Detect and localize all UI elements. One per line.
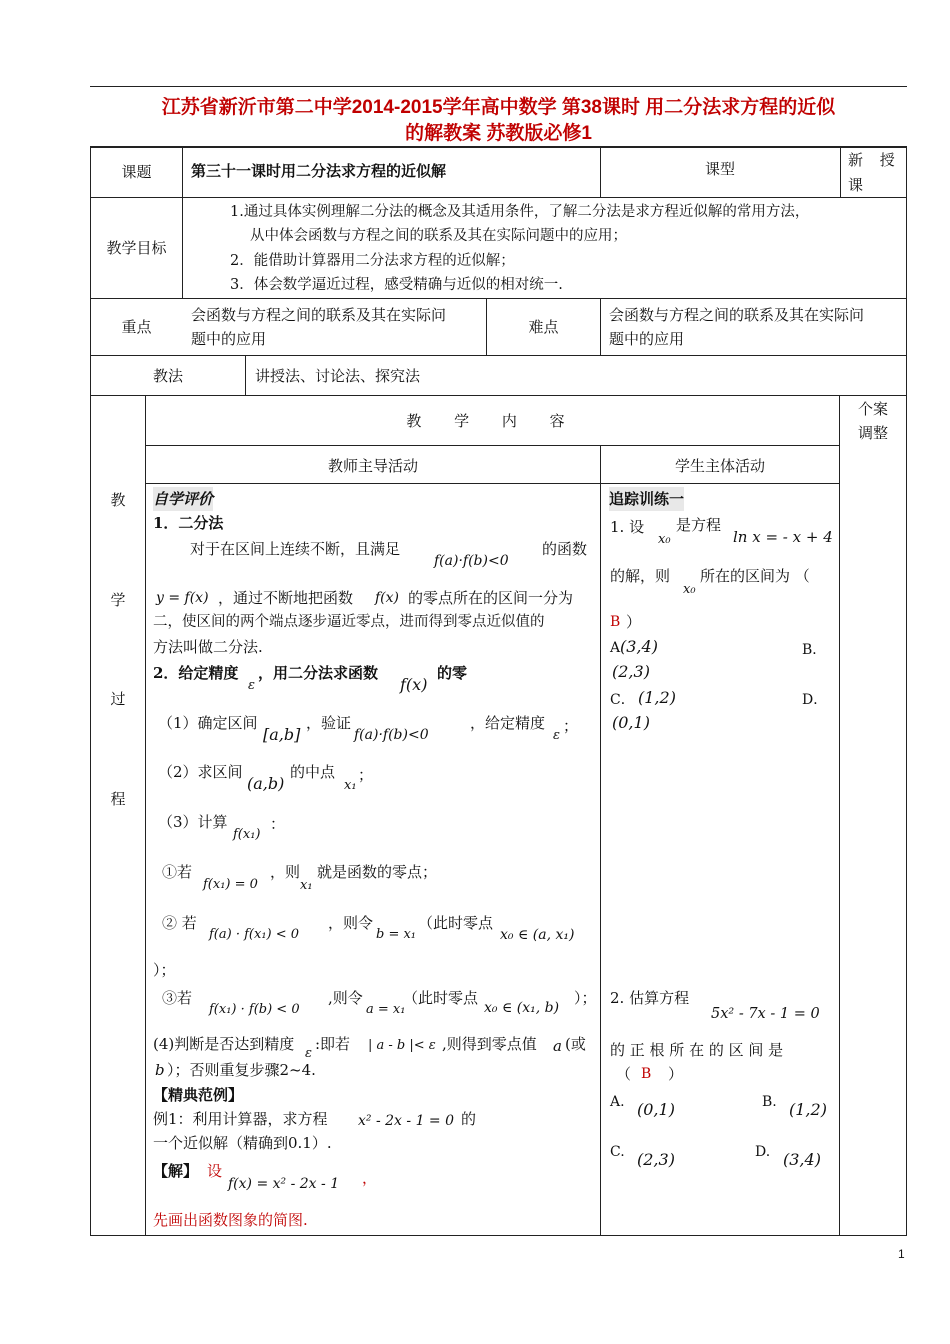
difficulty-value-2: 题中的应用 <box>609 330 685 348</box>
solution-math: f(x) = x² - 2x - 1 <box>228 1176 340 1192</box>
case1-x1: x₁ <box>300 878 313 893</box>
step2-text-a: （2）求区间 <box>158 763 243 781</box>
case2-text-c: （此时零点 <box>418 914 494 932</box>
q1-option-a-value: (3,4) <box>620 637 658 656</box>
q2-option-a-value: (0,1) <box>637 1100 675 1119</box>
page-number: 1 <box>898 1247 905 1261</box>
p2-text-b: 的零点所在的区间一分为 <box>408 589 574 607</box>
goal-item-1: 1.通过具体实例理解二分法的概念及其适用条件，了解二分法是求方程近似解的常用方法， <box>230 204 810 220</box>
q1-option-d: D． <box>802 692 828 708</box>
p1-text-b: 的函数 <box>542 540 588 558</box>
self-eval-heading: 自学评价 <box>153 487 213 511</box>
page-title-line2: 的解教案 苏教版必修1 <box>405 123 592 144</box>
goal-item-1-cont: 从中体会函数与方程之间的联系及其在实际问题中的应用； <box>250 228 627 244</box>
q2-text-c: （ <box>616 1065 632 1083</box>
step1-text-d: ； <box>563 717 579 735</box>
q2-math: 5x² - 7x - 1 = 0 <box>711 1006 820 1022</box>
process-char-3: 过 <box>110 690 126 708</box>
step2-text-b: 的中点 <box>290 763 336 781</box>
step1-text-c: ，给定精度 <box>470 714 546 732</box>
s2-text-b: ，用二分法求函数 <box>258 664 379 682</box>
q2-option-d: D. <box>755 1144 771 1160</box>
case2-text-b: ，则令 <box>328 914 374 932</box>
method-value: 讲授法、讨论法、探究法 <box>255 367 421 385</box>
q1-option-b: B． <box>802 642 827 658</box>
case1-text-b: ，则 <box>270 863 301 881</box>
step4-math: | a - b |< ε <box>368 1038 436 1053</box>
difficulty-value-1: 会函数与方程之间的联系及其在实际问 <box>609 306 865 324</box>
p1-text-a: 对于在区间上连续不断，且满足 <box>190 540 401 558</box>
goal-item-3: 3．体会数学逼近过程，感受精确与近似的相对统一. <box>230 277 563 293</box>
step2-x1: x₁ <box>344 778 357 793</box>
case1-text-c: 就是函数的零点； <box>317 863 438 881</box>
type-label: 课型 <box>704 160 735 178</box>
step1-text-a: （1）确定区间 <box>158 714 258 732</box>
step1-interval: [a,b] <box>263 725 301 744</box>
step3-text-b: ： <box>270 815 286 833</box>
step4-text-d: (或 <box>565 1035 586 1053</box>
topic-label: 课题 <box>121 163 152 181</box>
case3-math: f(x₁) · f(b) < 0 <box>209 1002 300 1017</box>
q2-option-b: B. <box>762 1094 777 1110</box>
q1-option-b-value: (2,3) <box>612 662 650 681</box>
case3-math3: x₀ ∈ (x₁, b) <box>484 1000 560 1016</box>
step1-math: f(a)·f(b)<0 <box>354 727 429 743</box>
s2-fx: f(x) <box>400 675 428 694</box>
adjust-header-1: 个案 <box>857 400 888 418</box>
p2-text-a: ，通过不断地把函数 <box>218 589 354 607</box>
goal-item-2: 2．能借助计算器用二分法求方程的近似解； <box>230 253 515 269</box>
case2-text-a: ② 若 <box>162 914 197 932</box>
step2-text-c: ； <box>358 766 374 784</box>
process-char-2: 学 <box>110 591 126 609</box>
step4-a: a <box>553 1037 562 1055</box>
s2-eps: ε <box>248 678 255 693</box>
case3-text-d: ）； <box>574 989 597 1007</box>
q1-text-b: 是方程 <box>676 516 722 534</box>
q2-text-a: 2. 估算方程 <box>610 989 690 1007</box>
step4-b: b <box>155 1061 165 1079</box>
process-char-4: 程 <box>110 790 126 808</box>
adjust-header-2: 调整 <box>857 424 888 442</box>
type-value: 新 授 课 <box>848 151 901 194</box>
q2-text-b: 的 正 根 所 在 的 区 间 是 <box>610 1041 784 1059</box>
solution-text-b: ， <box>362 1169 378 1187</box>
q2-option-a: A. <box>610 1094 625 1110</box>
keypoint-label: 重点 <box>121 318 152 336</box>
case1-text-a: ①若 <box>162 863 193 881</box>
q2-option-d-value: (3,4) <box>783 1150 821 1169</box>
example1-math: x² - 2x - 1 = 0 <box>358 1113 455 1129</box>
step4-text-c: ,则得到零点值 <box>442 1035 537 1053</box>
goals-label: 教学目标 <box>106 239 167 257</box>
case3-text-a: ③若 <box>162 989 193 1007</box>
solution-text-a: 设 <box>207 1162 223 1180</box>
q1-text-a: 1. 设 <box>610 518 645 536</box>
q1-text-d: 所在的区间为 （ <box>700 567 810 585</box>
header-rule <box>90 86 907 87</box>
case3-text-c: （此时零点 <box>403 989 479 1007</box>
p3-text: 二，使区间的两个端点逐步逼近零点，进而得到零点近似值的 <box>153 614 545 630</box>
step4-text-e: ）；否则重复步骤2~4. <box>167 1061 316 1079</box>
q2-option-c: C. <box>610 1144 625 1160</box>
case3-math2: a = x₁ <box>366 1002 406 1017</box>
difficulty-label: 难点 <box>528 318 559 336</box>
q1-option-d-value: (0,1) <box>612 713 650 732</box>
s2-text-c: 的零 <box>437 664 468 682</box>
section-1-heading: 1．二分法 <box>153 514 224 532</box>
method-label: 教法 <box>152 367 183 385</box>
p2-math2: f(x) <box>375 590 400 606</box>
step4-text-b: :即若 <box>315 1035 351 1053</box>
q2-option-c-value: (2,3) <box>637 1150 675 1169</box>
q2-option-b-value: (1,2) <box>789 1100 827 1119</box>
q2-answer: B <box>641 1066 652 1082</box>
case3-text-b: ,则令 <box>328 989 363 1007</box>
p1-math: f(a)·f(b)<0 <box>434 553 509 569</box>
solution-text-c: 先画出函数图象的简图. <box>153 1211 308 1229</box>
q1-option-a: A <box>610 640 621 656</box>
case1-math: f(x₁) = 0 <box>203 877 258 892</box>
step3-math: f(x₁) <box>233 827 261 842</box>
q1-x0: x₀ <box>658 532 671 547</box>
s2-text-a: 2．给定精度 <box>153 664 239 682</box>
q1-text-c: 的解，则 <box>610 567 671 585</box>
tracking-title: 追踪训练一 <box>609 487 684 511</box>
keypoint-value-1: 会函数与方程之间的联系及其在实际问 <box>191 306 447 324</box>
q1-text-e: ） <box>626 613 642 631</box>
p2-math: y = f(x) <box>156 590 209 606</box>
q1-math: ln x = - x + 4 <box>733 528 833 546</box>
p4-text: 方法叫做二分法. <box>153 638 263 656</box>
q1-option-c: C． <box>610 692 635 708</box>
q2-text-d: ） <box>668 1065 684 1083</box>
step4-eps: ε <box>305 1046 312 1061</box>
page-title-line1: 江苏省新沂市第二中学2014-2015学年高中数学 第38课时 用二分法求方程的近似 <box>161 97 836 118</box>
topic-value: 第三十一课时用二分法求方程的近似解 <box>191 163 447 180</box>
example1-text-c: 一个近似解（精确到0.1）. <box>153 1134 332 1152</box>
q1-option-c-value: (1,2) <box>638 688 676 707</box>
case2-text-d: ）； <box>153 961 176 979</box>
step1-eps: ε <box>553 728 560 743</box>
step1-text-b: ，验证 <box>306 714 352 732</box>
example1-text-a: 例1：利用计算器，求方程 <box>153 1110 328 1128</box>
q1-answer: B <box>610 614 621 630</box>
step2-interval: (a,b) <box>247 774 285 793</box>
keypoint-value-2: 题中的应用 <box>191 330 267 348</box>
solution-label: 【解】 <box>153 1162 199 1180</box>
case2-math: f(a) · f(x₁) < 0 <box>209 927 300 942</box>
q1-x0-b: x₀ <box>683 582 696 597</box>
examples-heading: 【精典范例】 <box>153 1086 244 1104</box>
step4-text-a: (4)判断是否达到精度 <box>153 1035 295 1053</box>
case2-math3: x₀ ∈ (a, x₁) <box>500 927 575 943</box>
case2-math2: b = x₁ <box>376 927 417 942</box>
teacher-header: 教师主导活动 <box>327 457 418 475</box>
student-header: 学生主体活动 <box>674 457 765 475</box>
process-char-1: 教 <box>110 491 126 509</box>
step3-text-a: （3）计算 <box>158 813 228 831</box>
content-header: 教 学 内 容 <box>406 412 579 430</box>
example1-text-b: 的 <box>461 1110 477 1128</box>
